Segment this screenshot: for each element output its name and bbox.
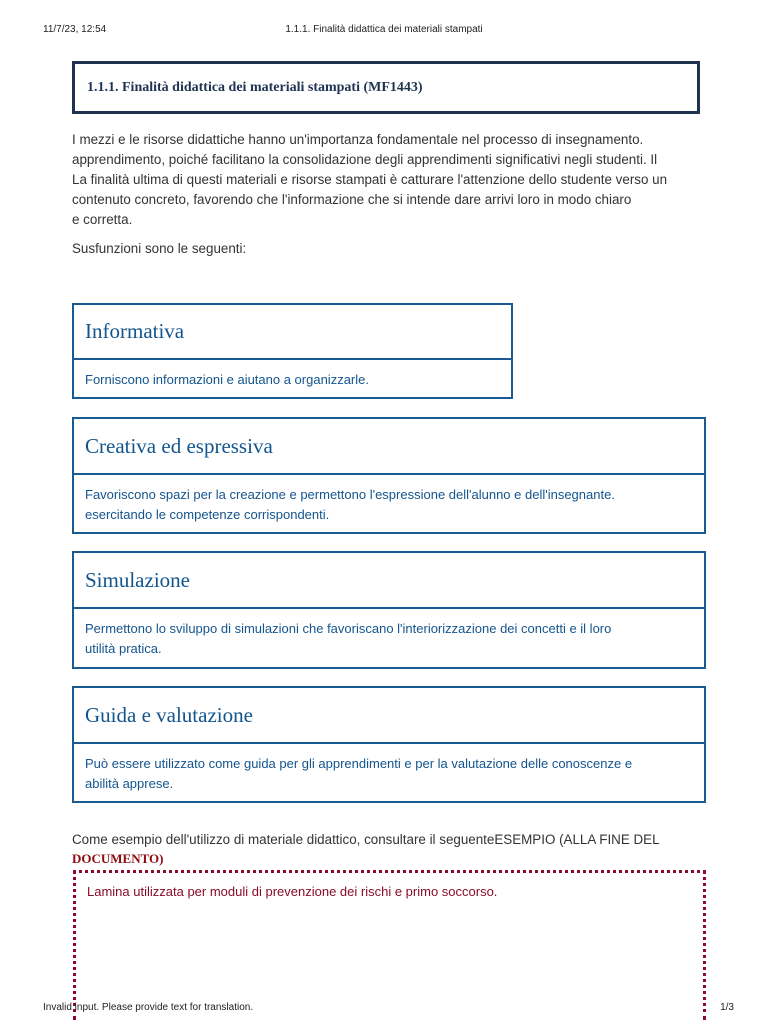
example-intro-text: Come esempio dell'utilizzo di materiale didattico, consultare il seguenteESEMPIO (ALLA FINE DEL	[72, 832, 660, 847]
intro-paragraph	[72, 130, 700, 230]
intro-line: contenuto concreto, favorendo che l'informazione che si intende dare arrivi loro in modo chiaro	[72, 192, 632, 207]
function-description	[74, 360, 511, 390]
function-title: Simulazione	[74, 553, 704, 609]
page-number: 1/3	[720, 1002, 734, 1013]
section-title: 1.1.1. Finalità didattica dei materiali stampati (MF1443)	[87, 79, 423, 95]
function-box-guida	[72, 686, 706, 803]
function-line: Permettono lo sviluppo di simulazioni che favoriscano l'interiorizzazione dei concetti e il loro	[85, 621, 612, 636]
function-box-creativa	[72, 417, 706, 534]
function-line: Forniscono informazioni e aiutano a organizzarle.	[85, 372, 369, 387]
print-doc-title: 1.1.1. Finalità didattica dei materiali stampati	[285, 24, 483, 35]
function-box-simulazione	[72, 551, 706, 669]
example-intro-link: DOCUMENTO)	[72, 851, 164, 866]
section-title-box	[72, 61, 700, 114]
function-line: esercitando le competenze corrispondenti.	[85, 507, 330, 522]
function-line: Può essere utilizzato come guida per gli apprendimenti e per la valutazione delle conoscenze e	[85, 756, 633, 771]
intro-line: I mezzi e le risorse didattiche hanno un'importanza fondamentale nel processo di insegnamento.	[72, 132, 644, 147]
function-description	[74, 609, 704, 659]
function-line: abilità apprese.	[85, 776, 174, 791]
intro-line: e corretta.	[72, 212, 133, 227]
function-title: Informativa	[74, 305, 511, 360]
function-line: utilità pratica.	[85, 641, 162, 656]
example-intro	[72, 830, 700, 868]
function-title: Creativa ed espressiva	[74, 419, 704, 475]
function-description	[74, 475, 704, 525]
function-box-informativa	[72, 303, 513, 399]
intro-line: La finalità ultima di questi materiali e risorse stampati è catturare l'attenzione dello studente verso un	[72, 172, 668, 187]
function-title: Guida e valutazione	[74, 688, 704, 744]
function-line: Favoriscono spazi per la creazione e permettono l'espressione dell'alunno e dell'insegnante.	[85, 487, 615, 502]
functions-intro: Susfunzioni sono le seguenti:	[72, 241, 247, 256]
intro-line: apprendimento, poiché facilitano la consolidazione degli apprendimenti significativi negli studenti. Il	[72, 152, 658, 167]
print-datetime: 11/7/23, 12:54	[43, 24, 107, 35]
example-box	[73, 870, 706, 1020]
function-description	[74, 744, 704, 794]
example-box-text: Lamina utilizzata per moduli di prevenzione dei rischi e primo soccorso.	[87, 884, 498, 899]
footer-note: Invalid input. Please provide text for translation.	[43, 1002, 254, 1013]
